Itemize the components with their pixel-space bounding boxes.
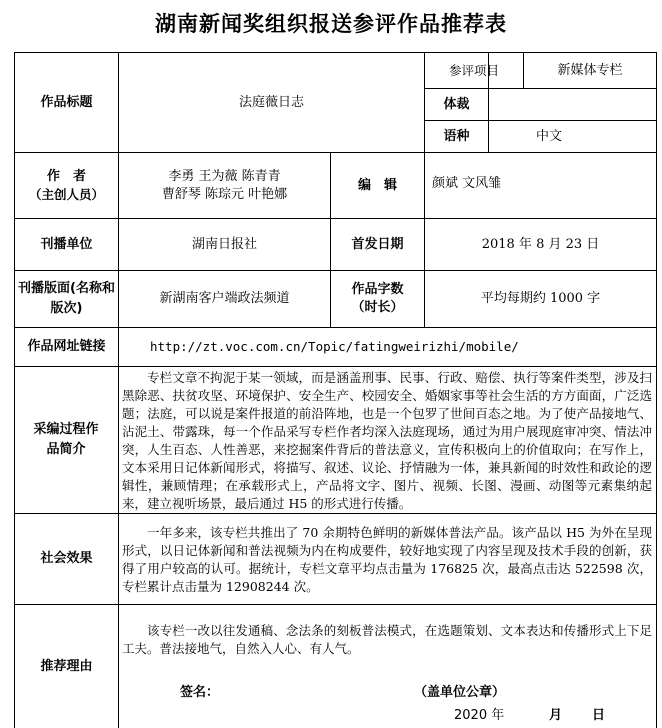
authors-value — [119, 153, 330, 218]
social-effect-text: 一年多来，该专栏共推出了 70 余期特色鲜明的新媒体普法产品。该产品以 H5 为外在呈现形式，以日记体新闻和普法视频为内在构成要件，较好地实现了内容呈现及技术手段的创新，获得了用户较高的认可。据统计，专栏文章平均点击量为 176825 次，最高点击达 522598 次，专栏累计点击量为 12908244 次。 — [122, 525, 652, 594]
url-label: 作品网址链接 — [27, 339, 106, 354]
table-border-right — [656, 52, 657, 728]
first-date-value: 2018 年 8 月 23 日 — [481, 236, 600, 252]
date-year: 2020 年 — [454, 708, 505, 723]
word-count-value: 平均每期约 1000 字 — [480, 291, 601, 306]
process-text: 专栏文章不拘泥于某一领域，而是涵盖刑事、民事、行政、赔偿、执行等案件类型，涉及扫黑除恶、扶贫攻坚、环境保护、安全生产、校园安全、婚姻家事等社会生活的方方面面，广泛选题；法庭，可以说是案件报道的前沿阵地，也是一个包罗了世间百态之地。为了使产品接地气、沾泥土、带露珠，每一个作品采写专栏作者均深入法庭现场，通过为用户展现庭审冲突、情法冲突，人生百态、人性善恶，来挖掘案件背后的普法意义，宣传积极向上的价值取向；在写作上，文本采用日记体新闻形式，将描写、叙述、议论、抒情融为一体，兼具新闻的时效性和政论的逻辑性，兼顾情理；在承载形式上，产品将文字、图片、视频、长图、漫画、动图等元素集纳起来，建立视听场景，最后通过 H5 的形式进行传播。 — [122, 370, 652, 511]
publisher-value: 湖南日报社 — [191, 236, 257, 252]
author-sub-label: （主创人员） — [28, 186, 104, 202]
authors-line-2: 曹舒琴 陈琮元 叶艳娜 — [161, 186, 288, 202]
editor-label: 编 辑 — [357, 177, 397, 193]
reason-label: 推荐理由 — [40, 658, 93, 674]
table-rule — [14, 366, 657, 367]
language-label: 语种 — [443, 128, 470, 144]
category-label: 参评项目 — [448, 62, 499, 78]
stamp-label: （盖单位公章） — [414, 685, 506, 700]
first-date-label: 首发日期 — [351, 236, 404, 252]
date-day: 日 — [592, 708, 606, 723]
url-value[interactable]: http://zt.voc.com.cn/Topic/fatingweirizhi/mobile/ — [150, 339, 519, 354]
layout-label: 刊播版面(名称和版次) — [18, 281, 115, 316]
word-count-label-cell — [331, 271, 424, 327]
author-label-cell — [15, 153, 118, 218]
sign-label: 签名： — [180, 685, 220, 700]
genre-value — [489, 89, 656, 120]
author-label: 作 者 — [46, 168, 86, 184]
social-effect-label: 社会效果 — [40, 551, 93, 566]
authors-line-1: 李勇 王为薇 陈青青 — [168, 168, 281, 184]
work-title-label: 作品标题 — [40, 94, 93, 110]
reason-text: 该专栏一改以往发通稿、念法条的刻板普法模式，在选题策划、文本表达和传播形式上下足工夫。普法接地气，自然入人心、有人气。 — [122, 623, 652, 656]
work-title-value: 法庭薇日志 — [238, 94, 304, 110]
language-value: 中文 — [535, 128, 562, 144]
word-count-label: 作品字数 — [351, 282, 404, 297]
genre-label: 体裁 — [443, 96, 470, 112]
editors-value: 颜斌 文风雏 — [432, 176, 502, 191]
word-count-sub-label: （时长） — [351, 300, 404, 315]
publisher-label: 刊播单位 — [40, 236, 93, 252]
process-label: 采编过程作品简介 — [33, 422, 99, 457]
page-title: 湖南新闻奖组织报送参评作品推荐表 — [155, 12, 507, 36]
date-month: 月 — [549, 708, 563, 723]
layout-value: 新湖南客户端政法频道 — [159, 291, 290, 306]
category-value: 新媒体专栏 — [557, 62, 623, 78]
